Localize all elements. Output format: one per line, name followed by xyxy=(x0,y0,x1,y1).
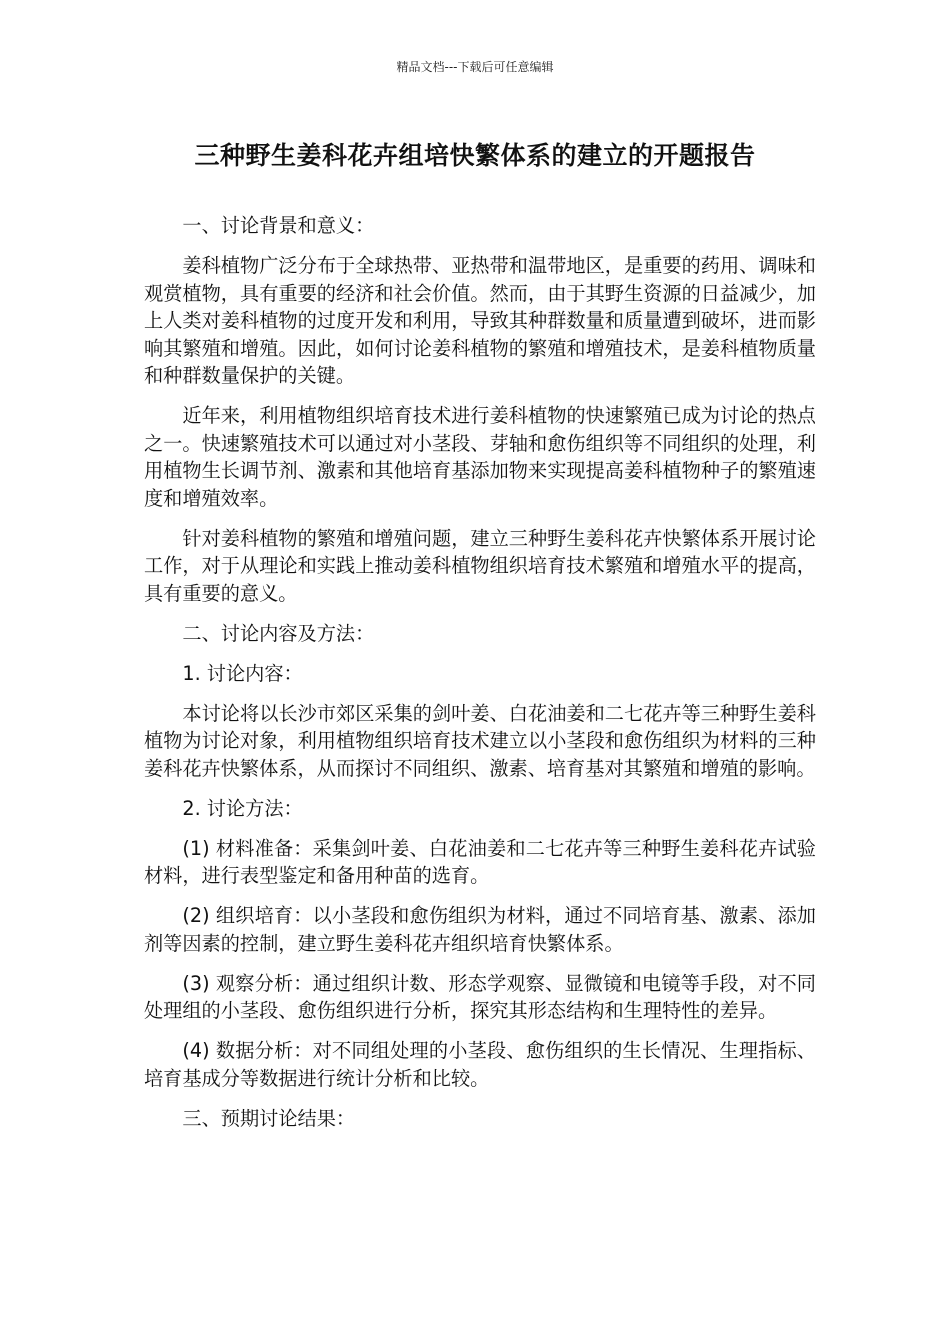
subheading-methods: 2. 讨论方法： xyxy=(182,796,303,820)
document-body xyxy=(144,212,816,1145)
paragraph-method-observation: (3) 观察分析：通过组织计数、形态学观察、显微镜和电镜等手段，对不同处理组的小茎段、愈伤组织进行分析，探究其形态结构和生理特性的差异。 xyxy=(144,971,816,1022)
paragraph-method-materials: (1) 材料准备：采集剑叶姜、白花油姜和二七花卉等三种野生姜科花卉试验材料，进行表型鉴定和备用种苗的选育。 xyxy=(144,836,816,887)
paragraph-background-2: 近年来，利用植物组织培育技术进行姜科植物的快速繁殖已成为讨论的热点之一。快速繁殖技术可以通过对小茎段、芽轴和愈伤组织等不同组织的处理，利用植物生长调节剂、激素和其他培育基添加物来实现提高姜科植物种子的繁殖速度和增殖效率。 xyxy=(144,404,816,510)
header-note: 精品文档---下载后可任意编辑 xyxy=(396,60,554,74)
document-title: 三种野生姜科花卉组培快繁体系的建立的开题报告 xyxy=(194,141,756,170)
section-heading-expected-results: 三、预期讨论结果： xyxy=(182,1106,356,1130)
paragraph-content: 本讨论将以长沙市郊区采集的剑叶姜、白花油姜和二七花卉等三种野生姜科植物为讨论对象，利用植物组织培育技术建立以小茎段和愈伤组织为材料的三种姜科花卉快繁体系，从而探讨不同组织、激素、培育基对其繁殖和增殖的影响。 xyxy=(144,701,816,780)
paragraph-method-culture: (2) 组织培育：以小茎段和愈伤组织为材料，通过不同培育基、激素、添加剂等因素的控制，建立野生姜科花卉组织培育快繁体系。 xyxy=(144,904,816,955)
section-heading-methods: 二、讨论内容及方法： xyxy=(182,621,375,645)
paragraph-background-3: 针对姜科植物的繁殖和增殖问题，建立三种野生姜科花卉快繁体系开展讨论工作，对于从理论和实践上推动姜科植物组织培育技术繁殖和增殖水平的提高，具有重要的意义。 xyxy=(144,526,816,605)
subheading-content: 1. 讨论内容： xyxy=(182,661,303,685)
section-heading-background: 一、讨论背景和意义： xyxy=(182,214,375,237)
paragraph-background-1: 姜科植物广泛分布于全球热带、亚热带和温带地区，是重要的药用、调味和观赏植物，具有重要的经济和社会价值。然而，由于其野生资源的日益减少，加上人类对姜科植物的过度开发和利用，导致其种群数量和质量遭到破坏，进而影响其繁殖和增殖。因此，如何讨论姜科植物的繁殖和增殖技术，是姜科植物质量和种群数量保护的关键。 xyxy=(144,254,816,387)
paragraph-method-data: (4) 数据分析：对不同组处理的小茎段、愈伤组织的生长情况、生理指标、培育基成分等数据进行统计分析和比较。 xyxy=(144,1039,816,1090)
